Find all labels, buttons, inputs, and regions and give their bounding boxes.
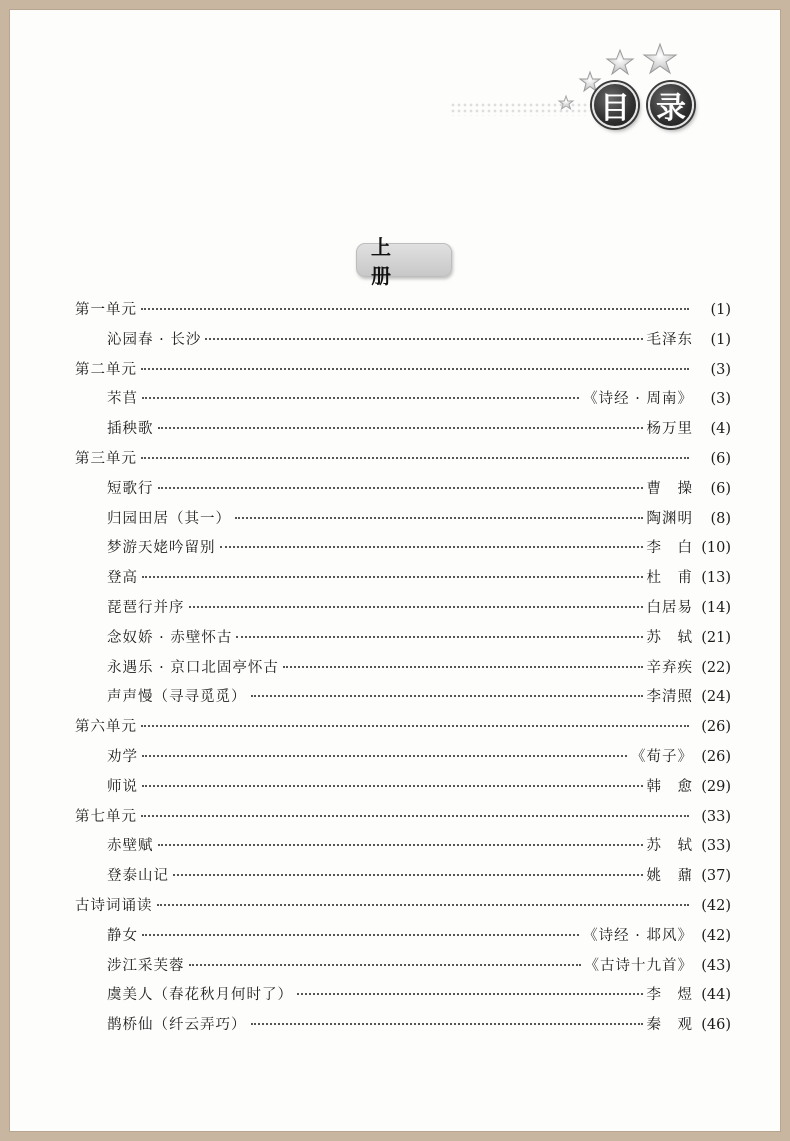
toc-entry-row [67,981,731,1011]
toc-page-number: (6) [710,480,731,497]
toc-title: 第六单元 [75,719,137,736]
toc-page-number: (22) [701,659,731,676]
dot-leader [142,934,579,936]
dot-leader [158,487,643,489]
toc-title: 沁园春 · 长沙 [107,331,202,348]
toc-title: 鹊桥仙（纤云弄巧） [107,1017,247,1034]
toc-entry-row [67,683,731,713]
toc-author: 苏 轼 [646,629,693,646]
toc-title: 梦游天姥吟留别 [107,540,216,557]
toc-page-number: (26) [701,719,731,736]
toc-page-number: (3) [710,361,731,378]
toc-title: 第一单元 [75,302,137,318]
toc-author: 曹 操 [646,480,693,497]
toc-entry-row [67,475,731,505]
dotted-trail-decoration [450,102,590,116]
toc-title: 登泰山记 [107,868,169,885]
toc-title: 静女 [107,927,138,944]
toc-entry-row [67,952,731,982]
dot-leader [283,666,643,668]
toc-entry-row [67,415,731,445]
toc-author: 李清照 [646,689,693,706]
toc-entry-row [67,534,731,564]
toc-author: 韩 愈 [646,778,693,795]
toc-page-number: (46) [701,1017,731,1034]
toc-author: 苏 轼 [646,838,693,855]
toc-author: 杨万里 [646,421,693,438]
toc-author: 李 煜 [646,987,693,1004]
dot-leader [142,785,643,787]
toc-title: 第七单元 [75,808,137,825]
toc-page-number: (24) [701,689,731,706]
toc-page-number: (10) [701,540,731,557]
dot-leader [251,695,643,697]
toc-page-number: (13) [701,570,731,587]
table-of-contents [67,296,731,1041]
dot-leader [235,517,643,519]
toc-page-number: (14) [701,599,731,616]
toc-title: 劝学 [107,748,138,765]
dot-leader [236,636,642,638]
dot-leader [141,815,689,817]
toc-entry-row [67,922,731,952]
dot-leader [189,964,581,966]
toc-author: 秦 观 [646,1017,693,1034]
dot-leader [251,1023,643,1025]
volume-label: 上 册 [356,243,452,277]
toc-unit-row [67,803,731,833]
toc-entry-row [67,505,731,535]
dot-leader [142,755,627,757]
toc-page-number: (8) [710,510,731,527]
toc-entry-row [67,773,731,803]
toc-page-number: (33) [701,808,731,825]
dot-leader [220,546,643,548]
toc-unit-row [67,356,731,386]
toc-entry-row [67,564,731,594]
toc-author: 《诗经 · 周南》 [583,391,693,408]
heading-char-lu: 录 [648,82,694,128]
toc-page-number: (43) [701,957,731,974]
toc-author: 《荀子》 [631,748,693,765]
toc-title: 归园田居（其一） [107,510,231,527]
toc-page-number: (29) [701,778,731,795]
toc-author: 《古诗十九首》 [584,957,693,974]
heading-char-mu: 目 [592,82,638,128]
toc-title: 永遇乐 · 京口北固亭怀古 [107,659,279,676]
dot-leader [158,844,643,846]
toc-title: 涉江采芙蓉 [107,957,185,974]
toc-entry-row [67,862,731,892]
toc-page-number: (6) [710,450,731,467]
toc-title: 古诗词诵读 [75,897,153,914]
toc-page-number: (44) [701,987,731,1004]
toc-entry-row [67,594,731,624]
toc-page-number: (21) [701,629,731,646]
toc-unit-row [67,713,731,743]
dot-leader [157,904,690,906]
toc-title: 插秧歌 [107,421,154,438]
toc-page-number: (4) [710,421,731,438]
toc-entry-row [67,832,731,862]
toc-author: 白居易 [646,599,693,616]
toc-author: 陶渊明 [646,510,693,527]
toc-author: 杜 甫 [646,570,693,587]
toc-entry-row [67,743,731,773]
toc-unit-row [67,892,731,922]
dot-leader [141,368,689,370]
toc-page-number: (42) [701,897,731,914]
toc-title: 芣苢 [107,391,138,408]
toc-title: 赤壁赋 [107,838,154,855]
dot-leader [142,397,579,399]
toc-page-number: (26) [701,748,731,765]
toc-author: 李 白 [646,540,693,557]
toc-title: 虞美人（春花秋月何时了） [107,987,293,1004]
dot-leader [173,874,643,876]
toc-page-number: (1) [710,302,731,318]
dot-leader [142,576,643,578]
toc-page-number: (42) [701,927,731,944]
toc-unit-row [67,296,731,326]
toc-title: 师说 [107,778,138,795]
toc-page-number: (3) [710,391,731,408]
toc-title: 第二单元 [75,361,137,378]
dot-leader [141,457,689,459]
toc-entry-row [67,385,731,415]
toc-author: 姚 鼐 [646,868,693,885]
toc-unit-row [67,445,731,475]
toc-author: 辛弃疾 [646,659,693,676]
toc-title: 声声慢（寻寻觅觅） [107,689,247,706]
toc-entry-row [67,654,731,684]
toc-page-number: (33) [701,838,731,855]
toc-title: 念奴娇 · 赤壁怀古 [107,629,233,646]
dot-leader [189,606,643,608]
dot-leader [297,993,643,995]
dot-leader [158,427,643,429]
toc-title: 登高 [107,570,138,587]
toc-entry-row [67,624,731,654]
toc-entry-row [67,326,731,356]
dot-leader [205,338,642,340]
toc-title: 第三单元 [75,450,137,467]
toc-title: 琵琶行并序 [107,599,185,616]
toc-page-number: (1) [710,331,731,348]
document-page [9,9,781,1132]
toc-author: 毛泽东 [646,331,693,348]
toc-author: 《诗经 · 邶风》 [583,927,693,944]
dot-leader [141,725,689,727]
toc-page-number: (37) [701,868,731,885]
dot-leader [141,308,689,310]
toc-title: 短歌行 [107,480,154,497]
toc-entry-row [67,1011,731,1041]
